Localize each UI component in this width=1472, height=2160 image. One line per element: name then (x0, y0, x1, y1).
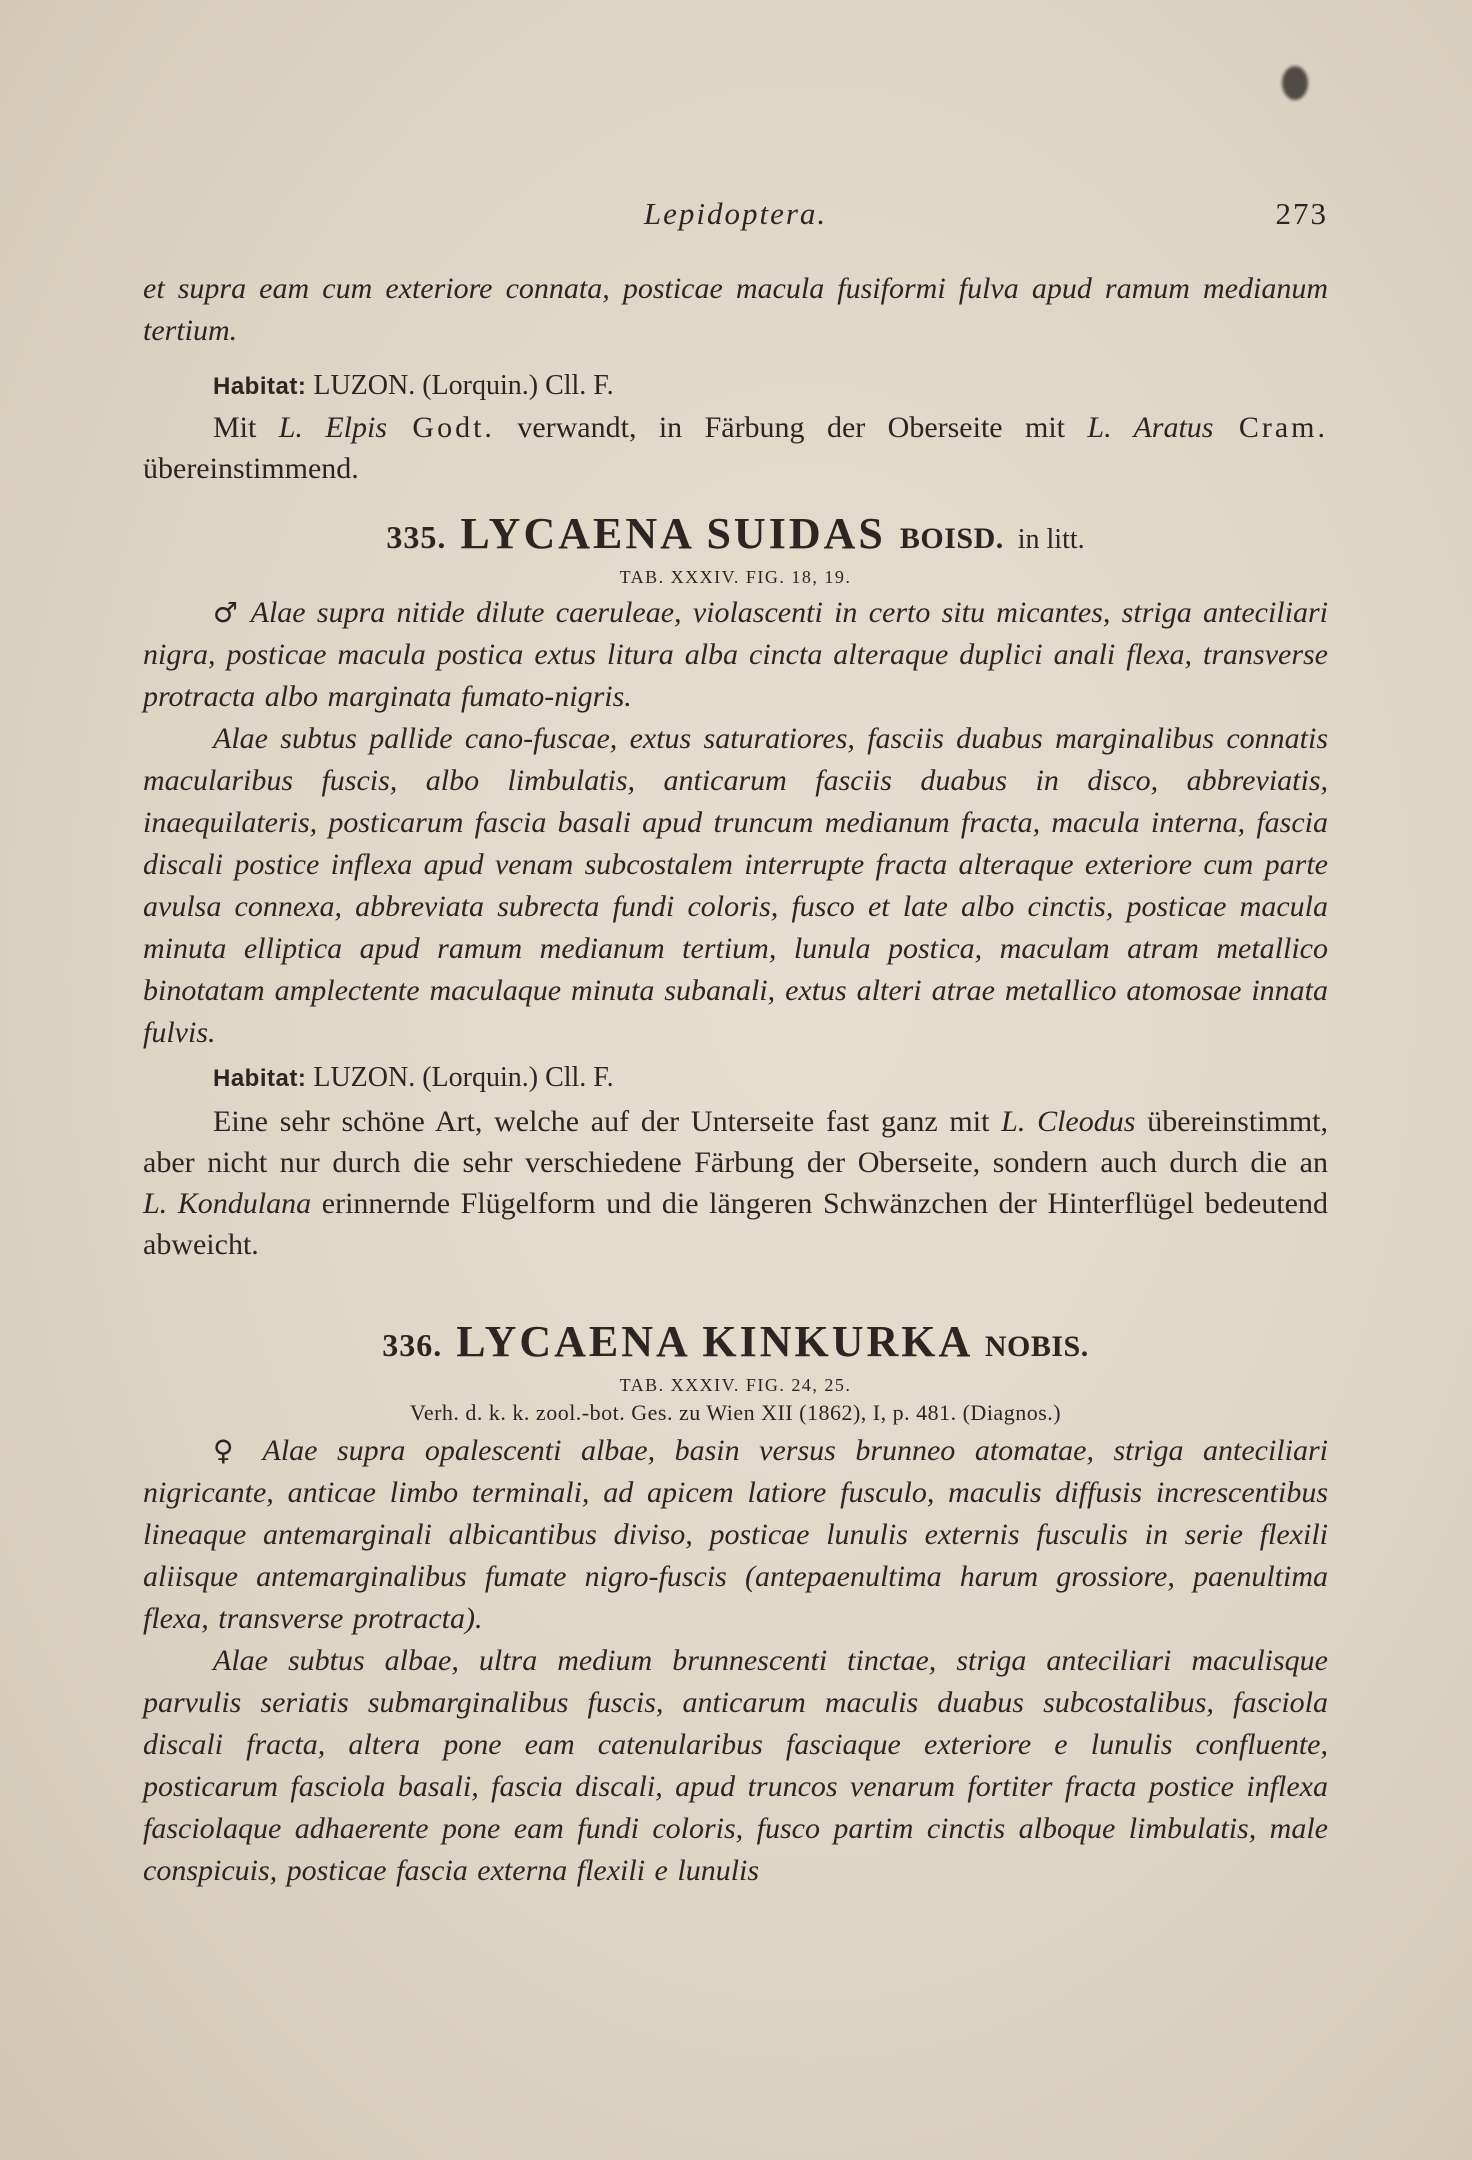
page-number: 273 (1275, 196, 1328, 231)
author-abbrev: Godt. (387, 411, 495, 444)
author-abbrev: Cram. (1213, 411, 1329, 444)
species-335-note (143, 1101, 1328, 1265)
species-ref: L. Aratus (1087, 411, 1214, 444)
habitat-value: LUZON. (Lorquin.) Cll. F. (313, 1062, 614, 1093)
page-header (143, 196, 1328, 236)
species-ref: L. Kondulana (143, 1187, 312, 1220)
species-335-underside: Alae subtus pallide cano-fuscae, extus saturatiores, fasciis duabus marginalibus connatis macularibus fuscis, albo limbulatis, anticarum fasciis duabus in disco, abbreviatis, inaequilateris, posticarum fascia basali apud truncum medianum fracta, macula interna, fascia discali postice inflexa apud venam subcostalem interrupte fracta alteraque exteriore cum parte avulsa connexa, abbreviata subrecta fundi coloris, fusco et late albo cinctis, posticae macula minuta elliptica apud ramum medianum tertium, lunula postica, maculam atram metallico binotatam amplectente maculaque minuta subanali, extus alteri atrae metallico atomosae innata fulvis. (143, 722, 1328, 1049)
species-name: LYCAENA KINKURKA (456, 1317, 971, 1366)
male-symbol-icon: ♂ (213, 596, 240, 629)
species-number: 336. (382, 1327, 443, 1363)
species-336-upperside (143, 1430, 1328, 1640)
habitat-label: Habitat: (213, 373, 307, 400)
note-text: erinnernde Flügelform und die längeren Schwänzchen der Hinterflügel bedeutend abweicht. (143, 1187, 1328, 1261)
species-335-section (143, 508, 1328, 1265)
ink-blot (1282, 66, 1308, 100)
plate-reference: TAB. XXXIV. FIG. 24, 25. (619, 1375, 852, 1395)
species-ref: L. Elpis (278, 411, 388, 444)
species-name: LYCAENA SUIDAS (460, 509, 886, 558)
female-symbol-icon: ♀ (213, 1434, 244, 1467)
continuation-section (143, 268, 1328, 489)
plate-reference: TAB. XXXIV. FIG. 18, 19. (619, 567, 852, 587)
note-text: Mit (213, 411, 279, 444)
continuation-note (143, 407, 1328, 489)
upperside-text: Alae supra nitide dilute caeruleae, violascenti in certo situ micantes, striga anteciliari nigra, posticae macula postica extus litura alba cincta alteraque duplici anali flexa, transverse protracta albo marginata fumato-nigris. (143, 596, 1328, 713)
note-text: übereinstimmend. (143, 452, 359, 485)
running-head: Lepidoptera. (643, 196, 828, 231)
habitat-label: Habitat: (213, 1065, 307, 1092)
continuation-description: et supra eam cum exteriore connata, posticae macula fusiformi fulva apud ramum medianum tertium. (143, 272, 1328, 347)
habitat-value: LUZON. (Lorquin.) Cll. F. (313, 370, 614, 401)
species-336-section (143, 1316, 1328, 1892)
note-text: übereinstimmt, aber nicht nur durch die sehr verschiedene Färbung der Oberseite, sondern auch durch die an (143, 1105, 1328, 1179)
species-335-upperside (143, 592, 1328, 718)
species-336-underside: Alae subtus albae, ultra medium brunnescenti tinctae, striga anteciliari maculisque parvulis seriatis submarginalibus fuscis, anticarum maculis duabus subcostalibus, fasciola discali fracta, altera pone eam catenularibus fasciaque exteriore e lunulis confluente, posticarum fasciola basali, fascia discali, apud truncos venarum fortiter fracta postice inflexa fasciolaque adhaerente pone eam fundi coloris, fusco partim cinctis alboque limbulatis, male conspicuis, posticae fascia externa flexili e lunulis (143, 1644, 1328, 1887)
species-number: 335. (386, 519, 447, 555)
note-text: verwandt, in Färbung der Oberseite mit (494, 411, 1088, 444)
literature-reference: Verh. d. k. k. zool.-bot. Ges. zu Wien XII (1862), I, p. 481. (Diagnos.) (409, 1400, 1062, 1425)
habitat-line (213, 1058, 1328, 1099)
species-ref: L. Cleodus (1001, 1105, 1136, 1138)
species-335-heading (143, 508, 1328, 559)
upperside-text: Alae supra opalescenti albae, basin versus brunneo atomatae, striga anteciliari nigricante, anticae limbo terminali, ad apicem latiore fusculo, maculis diffusis increscentibus lineaque antemarginali albicantibus diviso, posticae lunulis externis fusculis in serie flexili aliisque antemarginalibus fumate nigro-fuscis (antepaenultima harum grossiore, paenultima flexa, transverse protracta). (143, 1434, 1328, 1635)
species-author: NOBIS. (984, 1330, 1089, 1363)
species-suffix: in litt. (1017, 524, 1085, 555)
species-336-heading (143, 1316, 1328, 1367)
habitat-line (213, 366, 1328, 407)
note-text: Eine sehr schöne Art, welche auf der Unterseite fast ganz mit (213, 1105, 1002, 1138)
species-author: BOISD. (899, 522, 1004, 555)
